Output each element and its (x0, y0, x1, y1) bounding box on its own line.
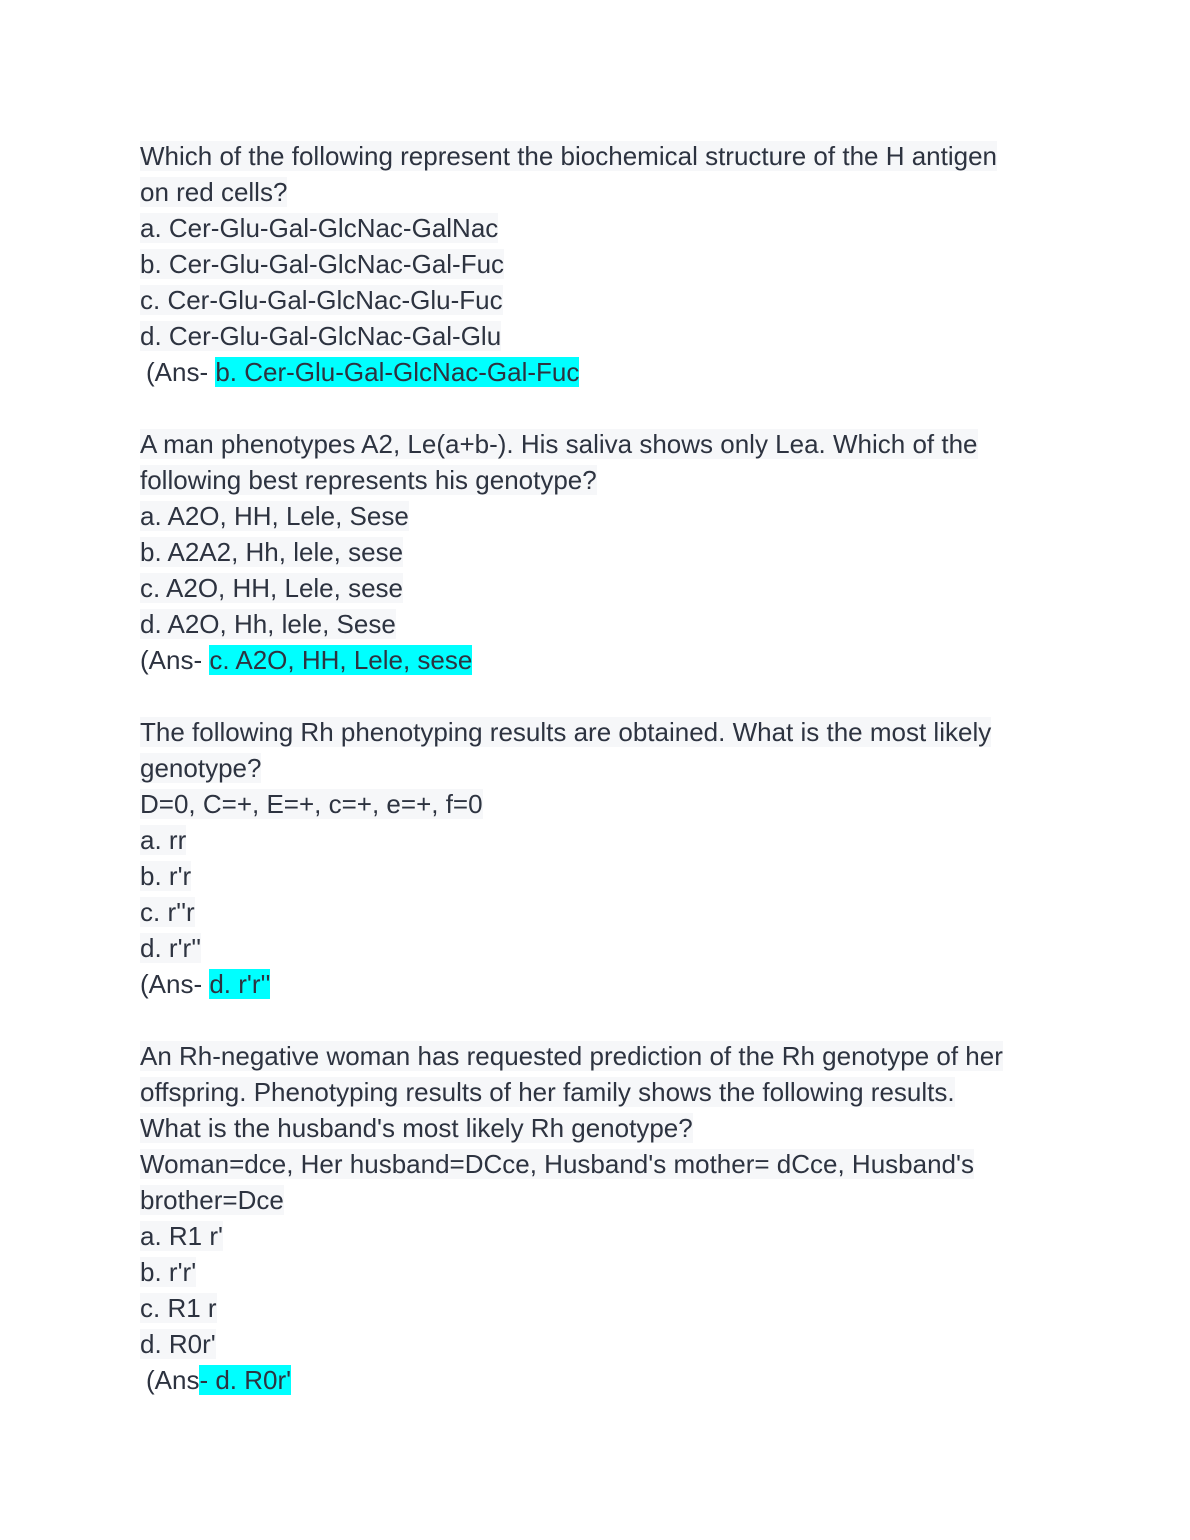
option-d: d. A2O, Hh, lele, Sese (140, 609, 396, 639)
question-stem-line: Which of the following represent the biochemical structure of the H antigen (140, 141, 998, 171)
answer-prefix: (Ans- (140, 645, 210, 675)
answer-prefix: (Ans (146, 1365, 200, 1395)
option-c: c. r''r (140, 897, 195, 927)
question-2 (140, 426, 1060, 678)
option-a: a. A2O, HH, Lele, Sese (140, 501, 409, 531)
option-d: d. R0r' (140, 1329, 216, 1359)
question-stem-line: Woman=dce, Her husband=DCce, Husband's mother= dCce, Husband's (140, 1149, 974, 1179)
answer-line (140, 966, 1060, 1002)
option-b: b. r'r' (140, 1257, 197, 1287)
question-stem-line: An Rh-negative woman has requested prediction of the Rh genotype of her (140, 1041, 1003, 1071)
option-b: b. A2A2, Hh, lele, sese (140, 537, 404, 567)
option-d: d. Cer-Glu-Gal-GlcNac-Gal-Glu (140, 321, 502, 351)
answer-prefix: (Ans- (146, 357, 216, 387)
option-b: b. Cer-Glu-Gal-GlcNac-Gal-Fuc (140, 249, 505, 279)
question-stem-line: on red cells? (140, 177, 288, 207)
option-a: a. R1 r' (140, 1221, 223, 1251)
option-b: b. r'r (140, 861, 192, 891)
option-c: c. Cer-Glu-Gal-GlcNac-Glu-Fuc (140, 285, 503, 315)
answer-line (140, 642, 1060, 678)
option-d: d. r'r'' (140, 933, 202, 963)
answer-highlight: c. A2O, HH, Lele, sese (209, 645, 473, 675)
answer-highlight: d. r'r'' (209, 969, 271, 999)
option-c: c. A2O, HH, Lele, sese (140, 573, 404, 603)
question-stem-line: offspring. Phenotyping results of her family shows the following results. (140, 1077, 955, 1107)
question-stem-line: What is the husband's most likely Rh genotype? (140, 1113, 693, 1143)
option-a: a. Cer-Glu-Gal-GlcNac-GalNac (140, 213, 499, 243)
question-stem-line: A man phenotypes A2, Le(a+b-). His saliva shows only Lea. Which of the (140, 429, 978, 459)
option-a: a. rr (140, 825, 187, 855)
question-stem-line: The following Rh phenotyping results are obtained. What is the most likely (140, 717, 992, 747)
question-stem-line: brother=Dce (140, 1185, 284, 1215)
option-c: c. R1 r (140, 1293, 217, 1323)
answer-highlight: - d. R0r' (199, 1365, 292, 1395)
question-stem-line: genotype? (140, 753, 262, 783)
question-stem-line: following best represents his genotype? (140, 465, 597, 495)
answer-line (140, 1362, 1060, 1398)
answer-line (140, 354, 1060, 390)
answer-prefix: (Ans- (140, 969, 210, 999)
question-4 (140, 1038, 1060, 1398)
question-1 (140, 138, 1060, 390)
document-page (140, 138, 1060, 1434)
question-stem-line: D=0, C=+, E=+, c=+, e=+, f=0 (140, 789, 483, 819)
answer-highlight: b. Cer-Glu-Gal-GlcNac-Gal-Fuc (215, 357, 580, 387)
question-3 (140, 714, 1060, 1002)
